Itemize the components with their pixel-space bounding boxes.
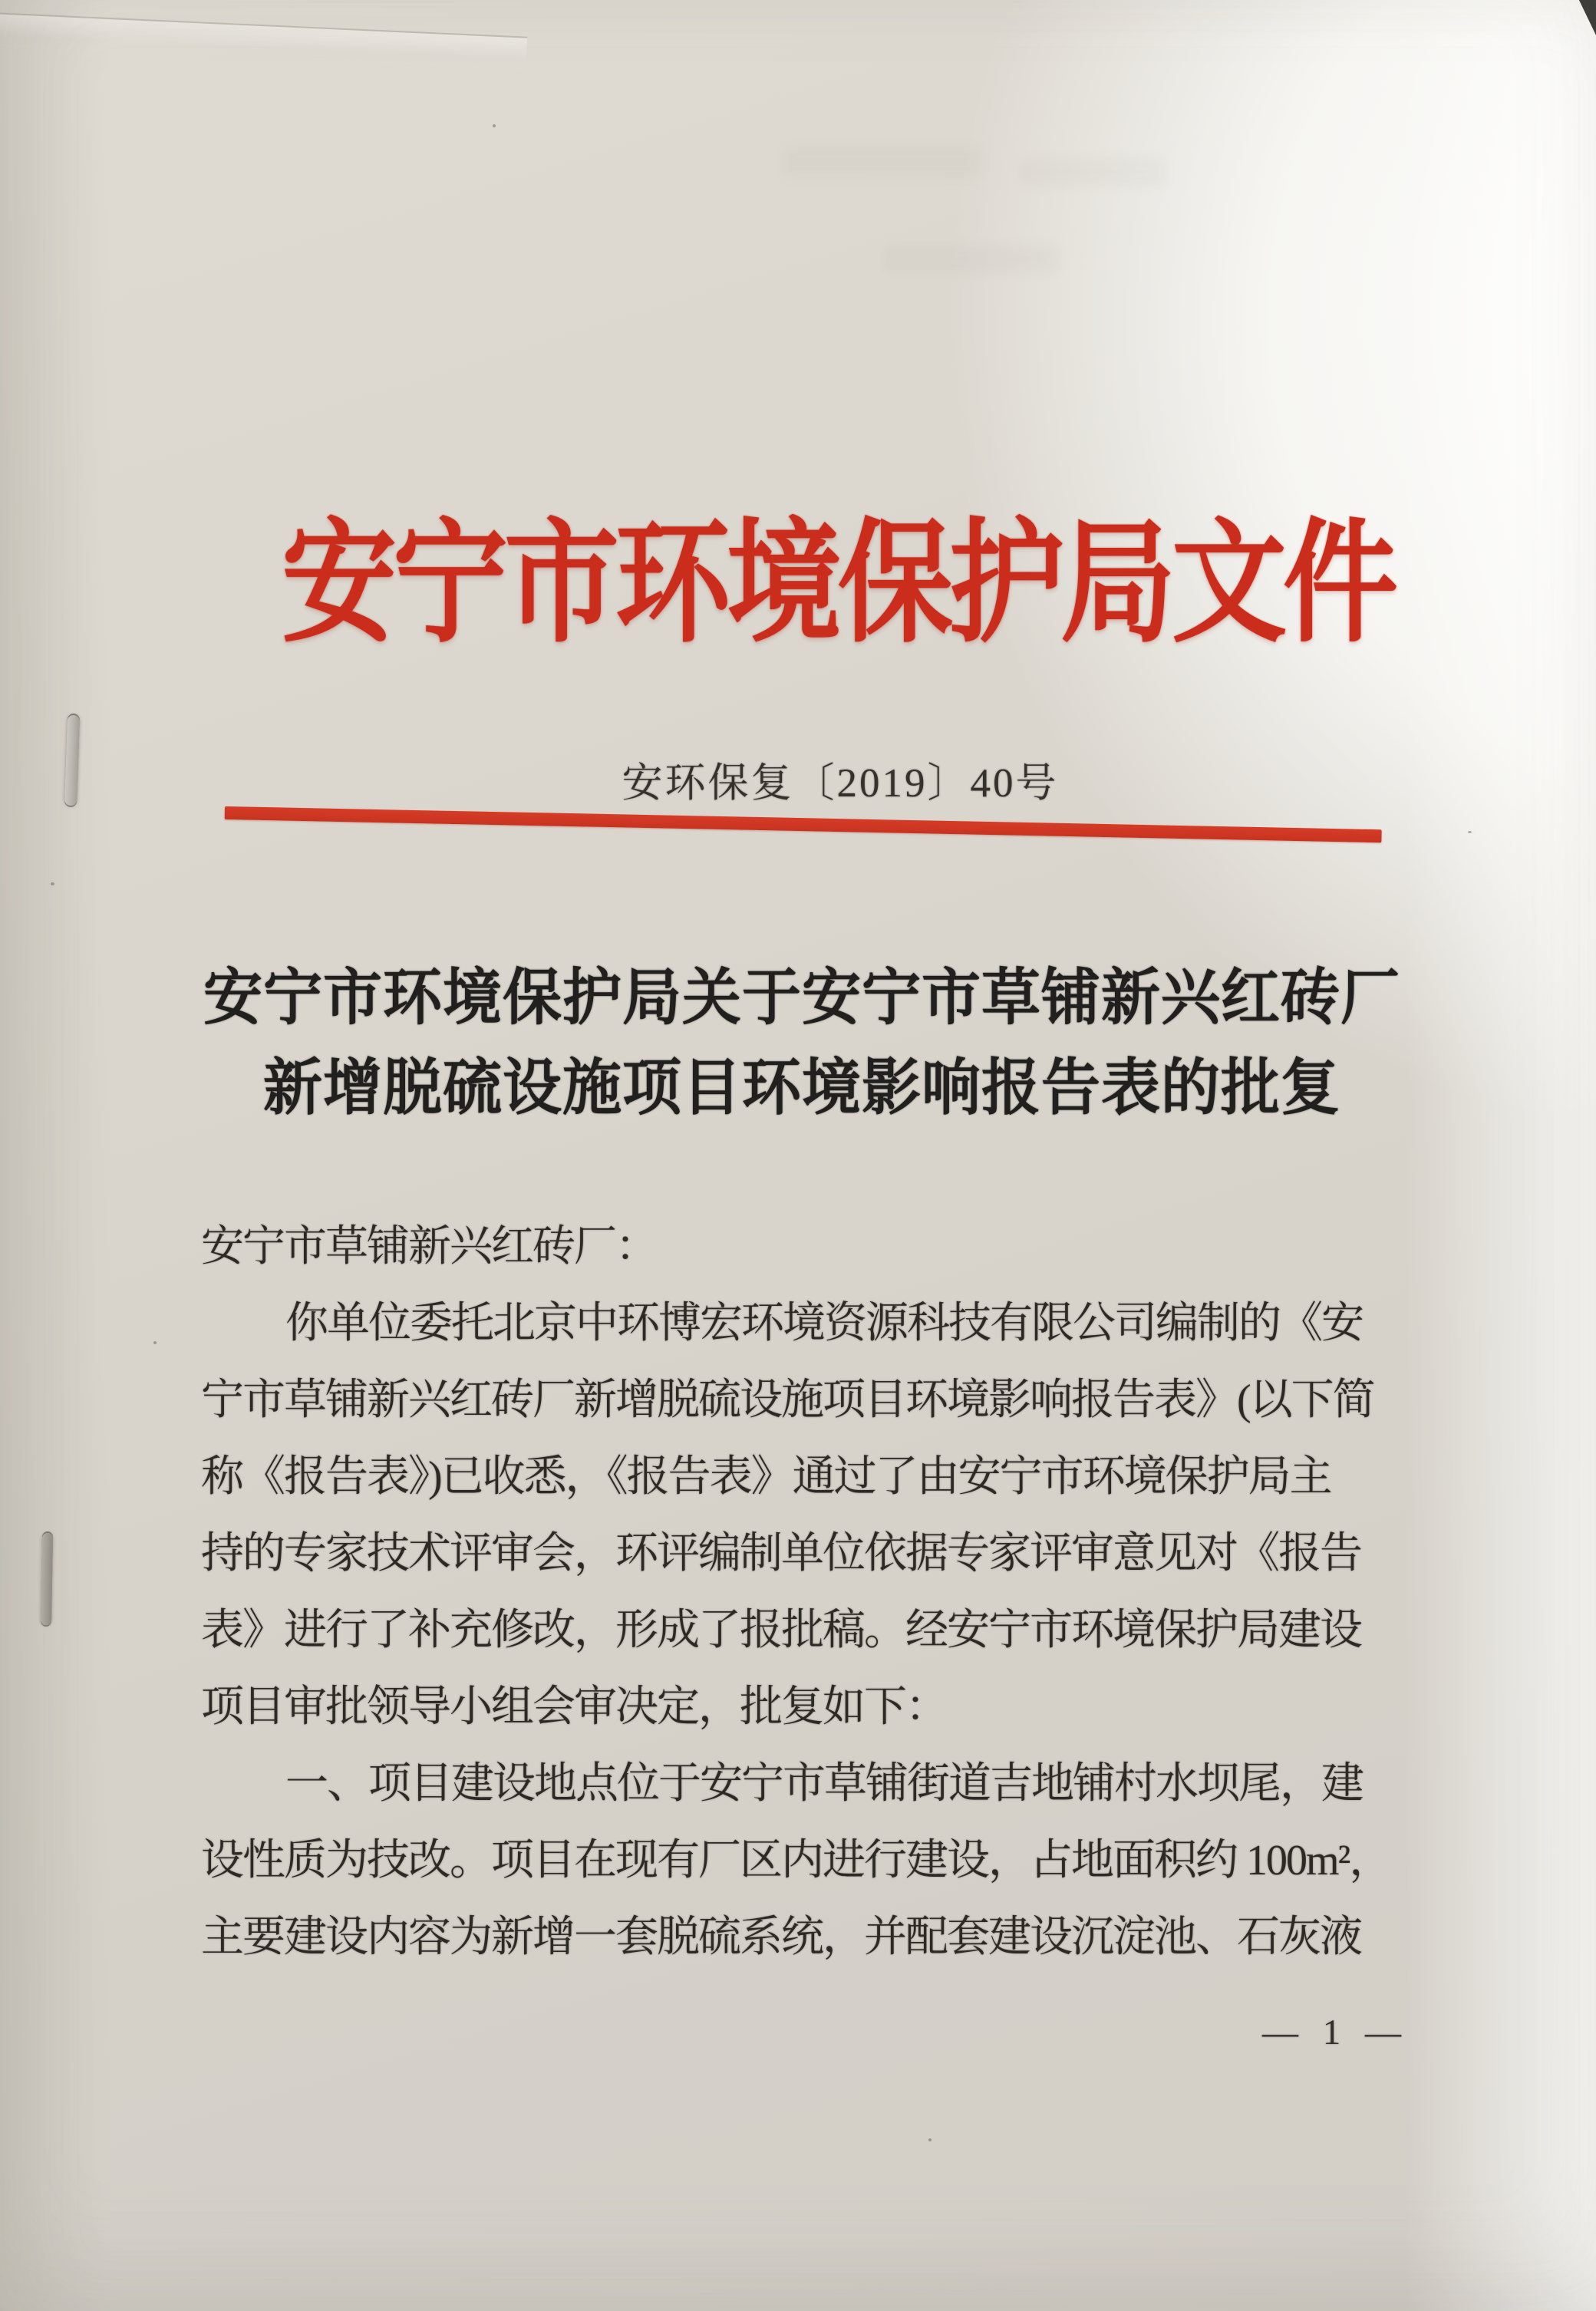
document-number: 安环保复〔2019〕40号 <box>622 761 1059 806</box>
staple-bottom <box>41 1533 53 1625</box>
paper-speck <box>51 882 54 885</box>
body-line: 持的专家技术评审会，环评编制单位依据专家评审意见对《报告 <box>201 1530 1361 1577</box>
body-line: 宁市草铺新兴红砖厂新增脱硫设施项目环境影响报告表》(以下简 <box>201 1376 1374 1424</box>
bleed-through-mark <box>1021 157 1166 186</box>
document-title-line1: 安宁市环境保护局关于安宁市草铺新兴红砖厂 <box>203 963 1400 1032</box>
body-line: 称《报告表》)已收悉，《报告表》通过了由安宁市环境保护局主 <box>201 1453 1331 1501</box>
paper-speck <box>1468 831 1472 833</box>
agency-header-title: 安宁市环境保护局文件 <box>281 510 1394 659</box>
body-line: 表》进行了补充修改，形成了报批稿。经安宁市环境保护局建设 <box>201 1607 1361 1654</box>
paper-speck <box>493 124 496 127</box>
bleed-through-mark <box>882 244 1059 275</box>
body-line: 主要建设内容为新增一套脱硫系统，并配套建设沉淀池、石灰液 <box>201 1914 1361 1961</box>
page-number: — 1 — <box>1262 2013 1409 2052</box>
paper-speck <box>928 2138 932 2141</box>
body-line: 一、项目建设地点位于安宁市草铺街道吉地铺村水坝尾，建 <box>285 1760 1363 1808</box>
body-line: 设性质为技改。项目在现有厂区内进行建设，占地面积约 100m²， <box>201 1837 1391 1884</box>
page-edge-shadow <box>0 12 527 69</box>
paper-speck <box>153 1341 157 1344</box>
body-line: 项目审批领导小组会审决定，批复如下： <box>201 1683 947 1731</box>
red-separator-line <box>225 806 1382 842</box>
body-line: 你单位委托北京中环博宏环境资源科技有限公司编制的《安 <box>285 1300 1363 1347</box>
salutation: 安宁市草铺新兴红砖厂： <box>201 1223 657 1271</box>
document-body <box>201 1208 1403 1976</box>
document-title <box>92 953 1512 1133</box>
corner-artifact <box>1576 0 1596 35</box>
document-title-line2: 新增脱硫设施项目环境影响报告表的批复 <box>263 1053 1340 1123</box>
bleed-through-mark <box>783 146 982 178</box>
